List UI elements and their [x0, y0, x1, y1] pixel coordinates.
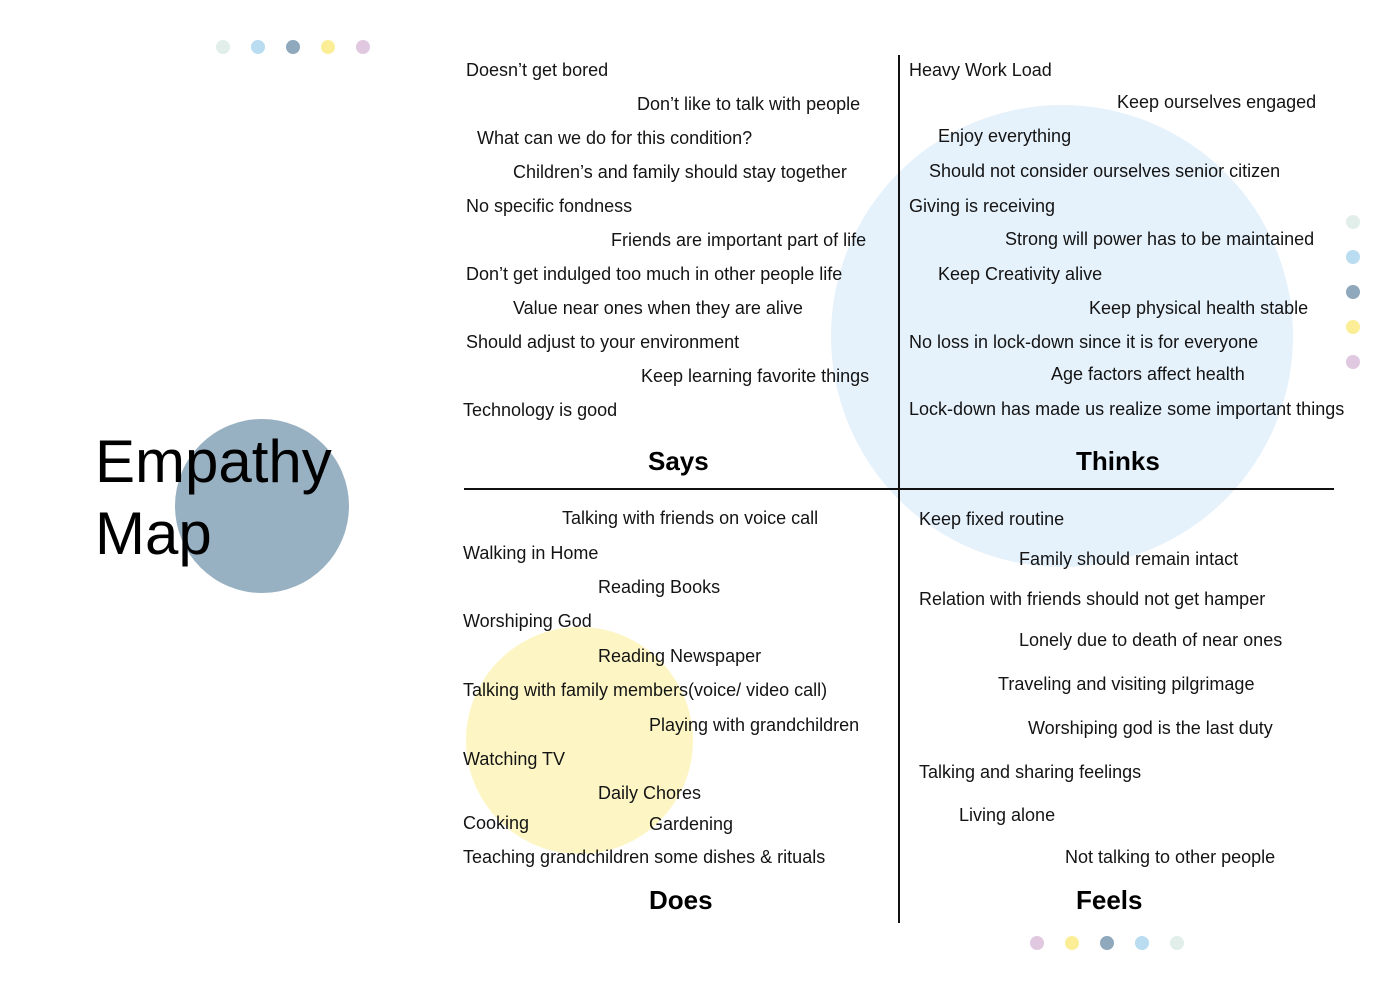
title-line-2: Map	[95, 500, 212, 567]
says-item: Don’t get indulged too much in other people life	[466, 264, 843, 284]
thinks-item: Lock-down has made us realize some important things	[909, 399, 1345, 419]
says-item: Doesn’t get bored	[466, 60, 609, 80]
feels-item: Lonely due to death of near ones	[1019, 630, 1283, 650]
decor-dot	[1030, 936, 1044, 950]
does-item: Playing with grandchildren	[649, 715, 860, 735]
decor-dot	[251, 40, 265, 54]
says-item: Keep learning favorite things	[641, 366, 870, 386]
decor-dot	[1100, 936, 1114, 950]
feels-item: Relation with friends should not get hamper	[919, 589, 1266, 609]
says-item: Don’t like to talk with people	[637, 94, 861, 114]
thinks-item: Should not consider ourselves senior citizen	[929, 161, 1281, 181]
title-line-1: Empathy	[95, 428, 332, 495]
says-item: Friends are important part of life	[611, 230, 867, 250]
does-item: Teaching grandchildren some dishes & rituals	[463, 847, 826, 867]
does-item: Talking with family members(voice/ video call)	[463, 680, 828, 700]
does-item: Gardening	[649, 814, 734, 834]
thinks-item: Strong will power has to be maintained	[1005, 229, 1315, 249]
decor-dot	[356, 40, 370, 54]
feels-item: Not talking to other people	[1065, 847, 1276, 867]
decor-dot	[286, 40, 300, 54]
says-item: Value near ones when they are alive	[513, 298, 803, 318]
thinks-item: Keep ourselves engaged	[1117, 92, 1317, 112]
thinks-title: Thinks	[1076, 446, 1160, 476]
thinks-item: Heavy Work Load	[909, 60, 1052, 80]
does-item: Walking in Home	[463, 543, 599, 563]
says-item: Technology is good	[463, 400, 618, 420]
says-title: Says	[648, 446, 709, 476]
does-item: Talking with friends on voice call	[562, 508, 819, 528]
decor-dot	[216, 40, 230, 54]
says-item: No specific fondness	[466, 196, 633, 216]
says-item: What can we do for this condition?	[477, 128, 753, 148]
feels-item: Living alone	[959, 805, 1056, 825]
thinks-item: Age factors affect health	[1051, 364, 1245, 384]
does-item: Worshiping God	[463, 611, 592, 631]
does-item: Reading Books	[598, 577, 721, 597]
thinks-item: Keep Creativity alive	[938, 264, 1103, 284]
does-item: Reading Newspaper	[598, 646, 762, 666]
page-title	[95, 426, 332, 570]
thinks-item: Enjoy everything	[938, 126, 1072, 146]
does-title: Does	[649, 885, 713, 915]
feels-item: Traveling and visiting pilgrimage	[998, 674, 1255, 694]
decor-dot	[1346, 355, 1360, 369]
thinks-item: Keep physical health stable	[1089, 298, 1309, 318]
decor-dot	[1346, 285, 1360, 299]
feels-item: Worshiping god is the last duty	[1028, 718, 1273, 738]
says-item: Should adjust to your environment	[466, 332, 740, 352]
decor-dot	[1135, 936, 1149, 950]
does-item: Daily Chores	[598, 783, 702, 803]
says-item: Children’s and family should stay together	[513, 162, 847, 182]
decor-dot	[1065, 936, 1079, 950]
feels-item: Family should remain intact	[1019, 549, 1239, 569]
decor-dot	[1346, 320, 1360, 334]
decor-dot	[1170, 936, 1184, 950]
feels-item: Talking and sharing feelings	[919, 762, 1142, 782]
does-item: Cooking	[463, 813, 530, 833]
thinks-item: Giving is receiving	[909, 196, 1056, 216]
decor-dot	[1346, 250, 1360, 264]
feels-item: Keep fixed routine	[919, 509, 1065, 529]
does-item: Watching TV	[463, 749, 566, 769]
thinks-item: No loss in lock-down since it is for everyone	[909, 332, 1259, 352]
decor-dot	[1346, 215, 1360, 229]
decor-dot	[321, 40, 335, 54]
feels-title: Feels	[1076, 885, 1143, 915]
horizontal-divider	[464, 488, 1334, 490]
